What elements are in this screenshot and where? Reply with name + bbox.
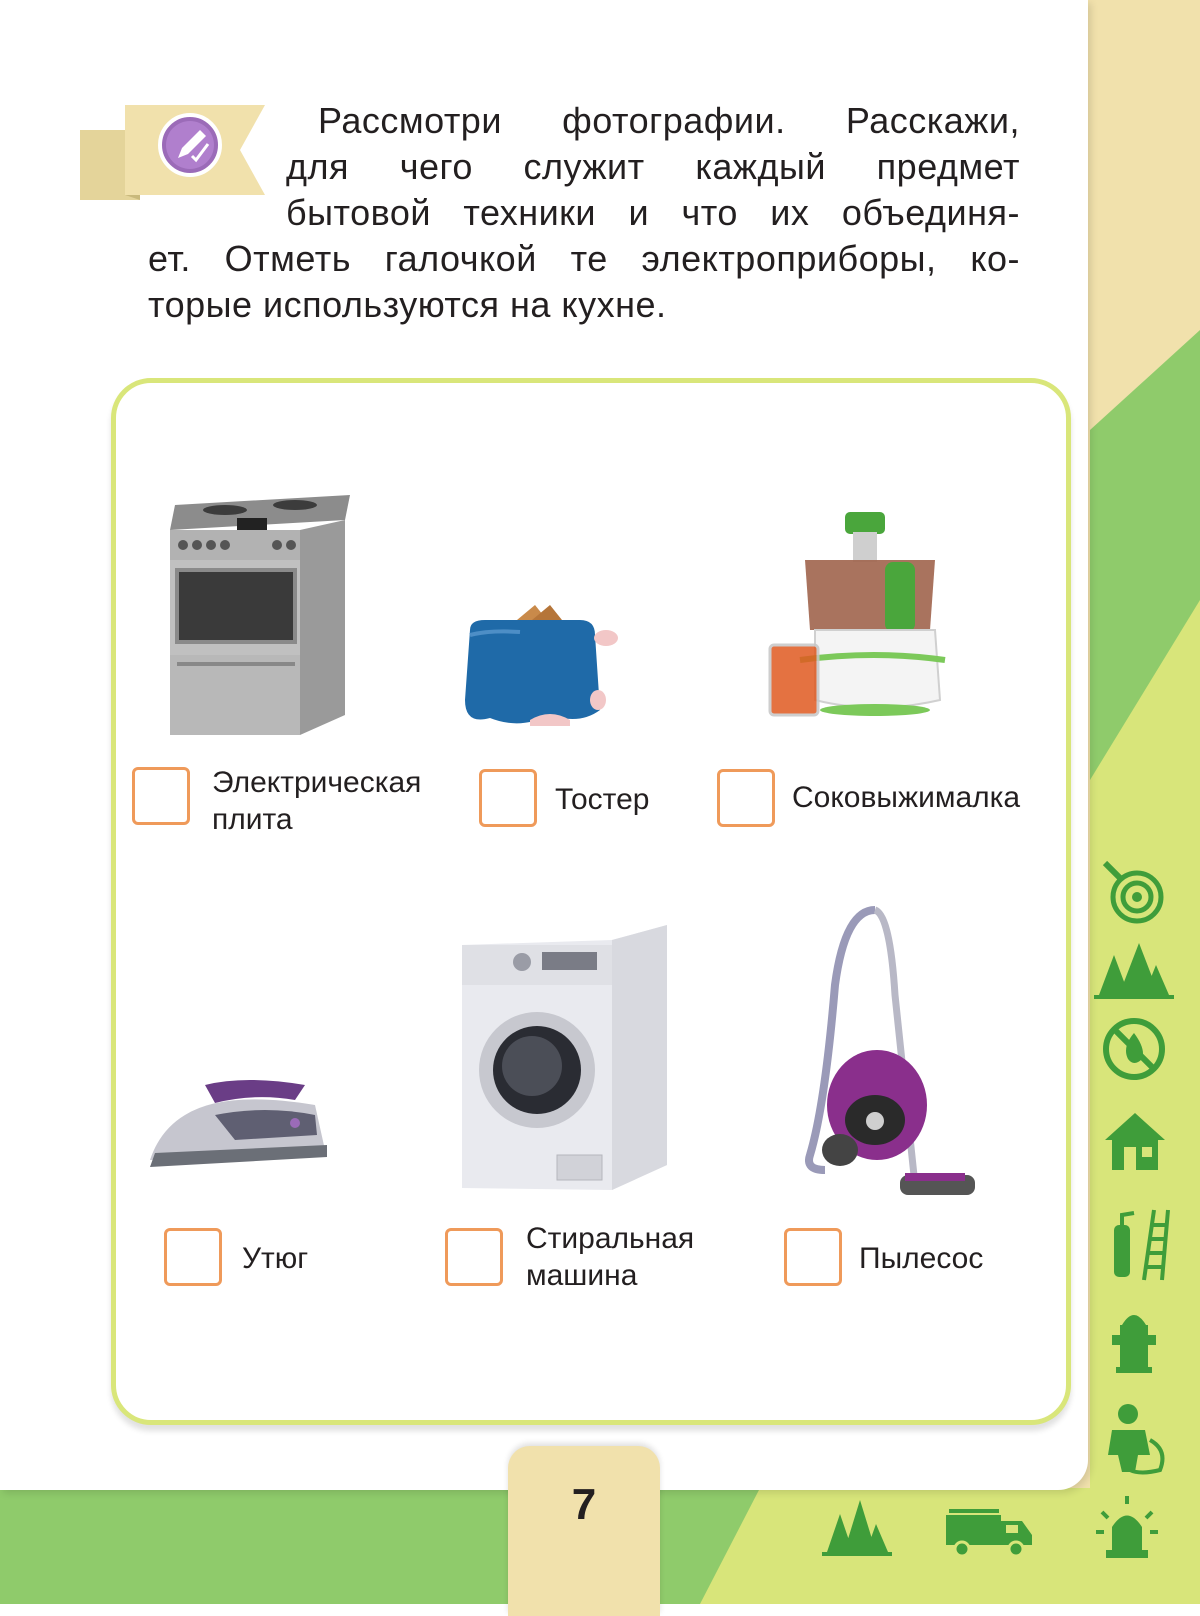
label-electric-stove: Электрическая плита [212, 766, 422, 836]
alarm-siren-icon [1092, 1492, 1162, 1562]
extinguisher-ladder-icon [1110, 1205, 1170, 1283]
hydrant-icon [1112, 1305, 1156, 1375]
burning-house-icon [1100, 1105, 1170, 1175]
iron-picture [145, 1075, 335, 1175]
page-number-tab [508, 1446, 660, 1616]
task-line-5: торые используются на кухне. [148, 284, 667, 325]
task-instructions [148, 98, 1020, 328]
vacuum-cleaner-picture [805, 905, 980, 1205]
checkbox-washing-machine[interactable] [445, 1228, 503, 1286]
washing-machine-picture [462, 920, 667, 1190]
task-line-4: ет. Отметь галочкой те электроприборы, ко- [148, 238, 1020, 279]
checkbox-juicer[interactable] [717, 769, 775, 827]
page-number: 7 [571, 1480, 597, 1529]
fire-hose-icon [1097, 855, 1169, 927]
label-toaster: Тостер [555, 783, 650, 816]
checkbox-vacuum-cleaner[interactable] [784, 1228, 842, 1286]
fire-truck-icon [944, 1505, 1034, 1557]
checkbox-electric-stove[interactable] [132, 767, 190, 825]
toaster-picture [460, 600, 620, 740]
task-line-3: бытовой техники и что их объединя- [286, 192, 1020, 233]
forest-fire-icon [1094, 935, 1174, 1000]
electric-stove-picture [165, 490, 360, 740]
label-vacuum-cleaner: Пылесос [859, 1242, 984, 1275]
firefighter-icon [1090, 1400, 1170, 1475]
checkbox-iron[interactable] [164, 1228, 222, 1286]
juicer-picture [765, 510, 960, 735]
no-fire-icon [1100, 1015, 1168, 1083]
task-line-1: Рассмотри фотографии. Расскажи, [318, 100, 1020, 141]
label-juicer: Соковыжималка [792, 781, 1021, 814]
label-iron: Утюг [242, 1242, 309, 1275]
checkbox-toaster[interactable] [479, 769, 537, 827]
task-line-2: для чего служит каждый предмет [286, 146, 1020, 187]
label-washing-machine: Стиральная машина [526, 1222, 695, 1292]
bottom-forest-fire-icon [822, 1492, 892, 1557]
